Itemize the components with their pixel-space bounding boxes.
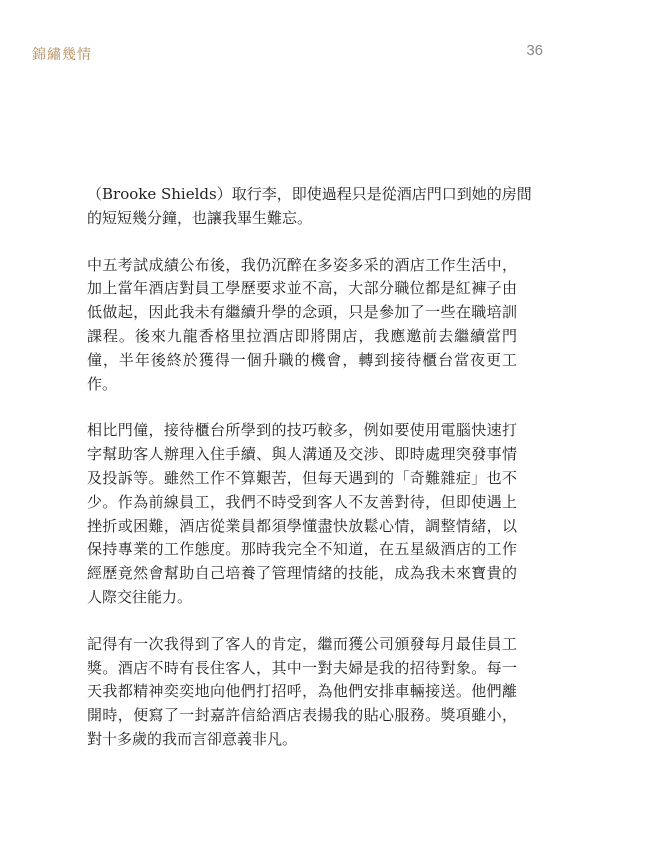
text-line: 相比門僮，接待櫃台所學到的技巧較多，例如要使用電腦快速打 <box>87 421 517 440</box>
text-line: 獎。酒店不時有長住客人，其中一對夫婦是我的招待對象。每一 <box>87 658 517 677</box>
text-line: 作。 <box>87 374 118 393</box>
text-line: 保持專業的工作態度。那時我完全不知道，在五星級酒店的工作 <box>87 540 517 559</box>
paragraph-2 <box>87 254 517 397</box>
text-line: 人際交往能力。 <box>87 587 193 606</box>
running-header: 錦繡幾情 <box>32 47 92 63</box>
text-line: 低做起，因此我未有繼續升學的念頭，只是參加了一些在職培訓 <box>87 303 517 322</box>
text-line: 經歷竟然會幫助自己培養了管理情緒的技能，成為我未來寶貴的 <box>87 564 517 583</box>
text-line: 挫折或困難，酒店從業員都須學懂盡快放鬆心情，調整情緒，以 <box>87 516 517 535</box>
text-line: 加上當年酒店對員工學歷要求並不高，大部分職位都是紅褲子由 <box>87 279 517 298</box>
text-line: 字幫助客人辦理入住手續、與人溝通及交涉、即時處理突發事情 <box>87 445 517 464</box>
paragraph-4 <box>87 633 517 752</box>
text-line: （Brooke Shields）取行李，即使過程只是從酒店門口到她的房間 <box>87 185 532 203</box>
text-line: 天我都精神奕奕地向他們打招呼，為他們安排車輛接送。他們離 <box>87 682 517 701</box>
text-line: 記得有一次我得到了客人的肯定，繼而獲公司頒發每月最佳員工 <box>87 634 517 653</box>
text-line: 的短短幾分鐘，也讓我畢生難忘。 <box>87 208 313 227</box>
paragraph-3 <box>87 419 517 609</box>
text-line: 開時，便寫了一封嘉許信給酒店表揚我的貼心服務。獎項雖小， <box>87 706 517 725</box>
page-number: 36 <box>526 42 543 59</box>
text-line: 僮，半年後終於獲得一個升職的機會，轉到接待櫃台當夜更工 <box>87 350 517 369</box>
text-line: 中五考試成績公布後，我仍沉醉在多姿多采的酒店工作生活中， <box>87 255 517 274</box>
text-line: 對十多歲的我而言卻意義非凡。 <box>87 729 298 748</box>
paragraph-1 <box>87 183 532 231</box>
text-line: 課程。後來九龍香格里拉酒店即將開店，我應邀前去繼續當門 <box>87 326 517 345</box>
text-line: 及投訴等。雖然工作不算艱苦，但每天遇到的「奇難雜症」也不 <box>87 468 517 487</box>
body-text <box>87 183 532 775</box>
text-line: 少。作為前線員工，我們不時受到客人不友善對待，但即使遇上 <box>87 492 517 511</box>
